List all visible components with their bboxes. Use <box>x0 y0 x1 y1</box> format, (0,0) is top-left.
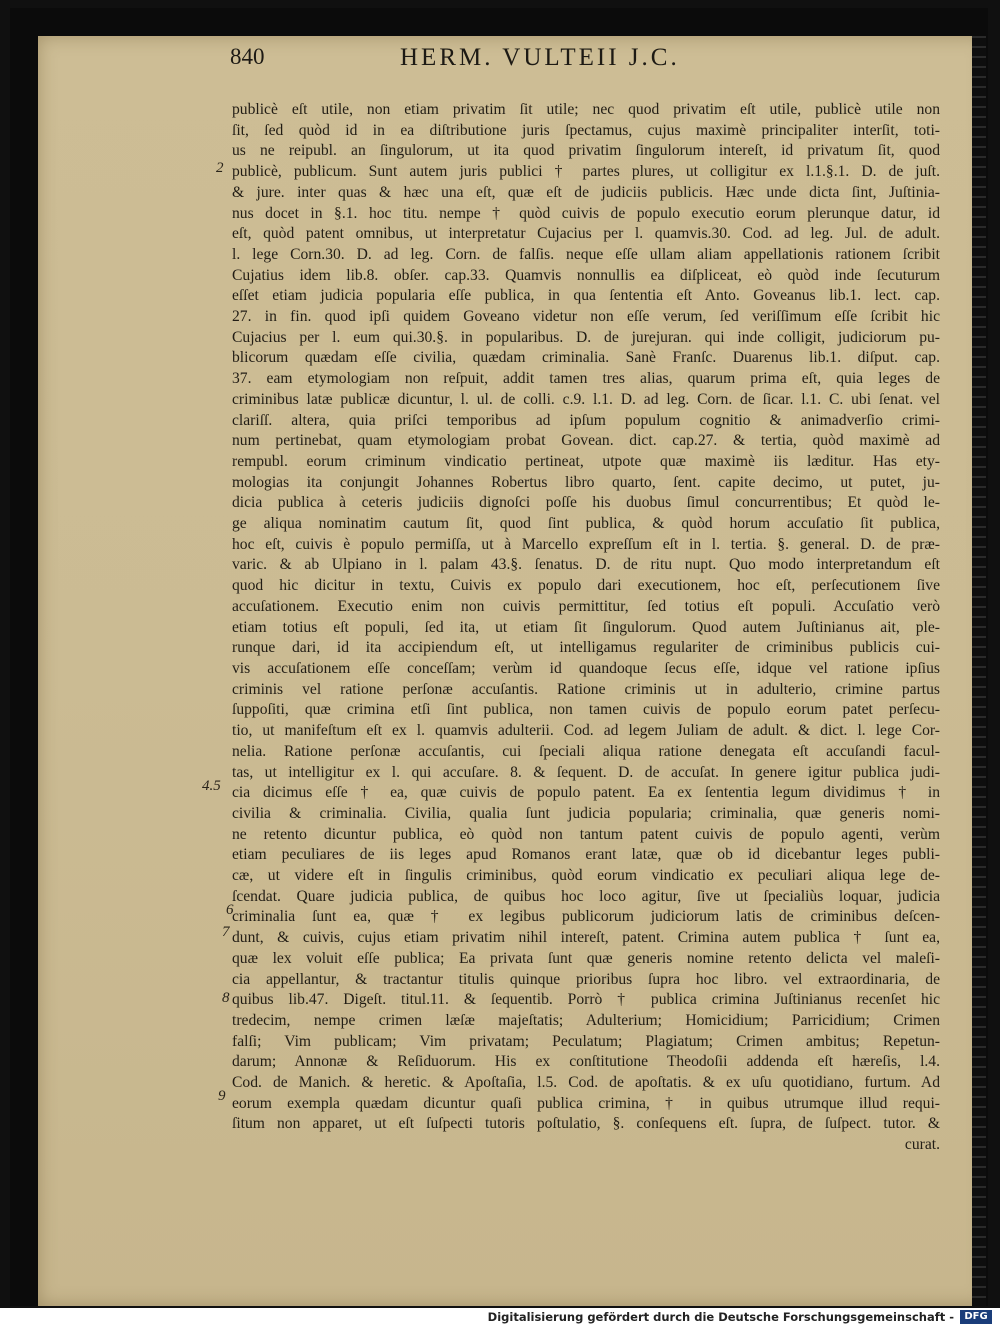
text-line: Cod. de Manich. & heretic. & Apoſtaſia, l.5. Cod. de apoſtatis. & ex uſu quotidiano, furtum. Ad <box>232 1074 940 1092</box>
text-line: criminis vel ratione perſonæ accuſantis. Ratione criminis ut in adulterio, crimine partus <box>232 680 940 698</box>
text-line: vis accuſationem eſſe conceſſam; verùm id quandoque ſecus eſſe, idque vel ratione ipſius <box>232 659 940 677</box>
text-line: criminibus latæ publicæ dicuntur, l. ul. de colli. c.9. l.1. D. ad leg. Corn. de ſicar. l.1. C. ubi ſenat. vel <box>232 390 940 408</box>
running-head: HERM. VULTEII J.C. <box>400 44 680 71</box>
text-line: ne retento dicuntur publica, eò quòd non tantum patent cuivis de populo agenti, verùm <box>232 825 940 843</box>
text-line: tredecim, nempe crimen læſæ majeſtatis; Adulterium; Homicidium; Parricidium; Crimen <box>232 1011 940 1029</box>
text-line: blicorum quædam eſſe civilia, quædam criminalia. Sanè Franſc. Duarenus lib.1. diſput. cap. <box>232 349 940 367</box>
text-line: etiam peculiares de iis leges apud Romanos erant latæ, quæ ob id dicebantur leges publi- <box>232 846 940 864</box>
footer-bar <box>0 1308 1000 1327</box>
margin-note: 7 <box>222 924 230 940</box>
text-line: civilia & criminalia. Civilia, qualia ſunt judicia popularia; criminalia, quæ generis nomi- <box>232 804 940 822</box>
text-line: tio, ut manifeſtum eſt ex l. quamvis adulterii. Cod. ad legem Juliam de adult. & dict. l. lege Cor- <box>232 722 940 740</box>
margin-note: 9 <box>218 1088 226 1104</box>
text-line: falſi; Vim publicam; Vim privatam; Peculatum; Plagiatum; Crimen ambitus; Repetun- <box>232 1032 940 1050</box>
text-line: Cujatius idem lib.8. obſer. cap.33. Quamvis nonnullis ea diſpliceat, eò quòd inde ſecuturum <box>232 266 940 284</box>
text-line: eſt, quòd patent omnibus, ut interpretatur Cujacius per l. quamvis.30. Cod. ad leg. Jul. de adult. <box>232 225 940 243</box>
body-text <box>232 100 940 1156</box>
text-line: hoc eſt, cuivis è populo permiſſa, ut à Marcello expreſſum eſt in l. tertia. §. general. D. de præ- <box>232 535 940 553</box>
margin-note: 2 <box>216 160 224 176</box>
text-line: varic. & ab Ulpiano in l. palam 43.§. ſenatus. D. de ritu nupt. Quo modo interpretandum eſt <box>232 556 940 574</box>
text-line: nelia. Ratione perſonæ accuſantis, cui ſpeciali aliqua ratione denegata eſt accuſandi facul- <box>232 742 940 760</box>
page-header <box>200 44 960 74</box>
dfg-logo: DFG <box>960 1310 992 1324</box>
text-line: 37. eam etymologiam non reſpuit, addit tamen tres alias, quarum prima eſt, quia leges de <box>232 370 940 388</box>
text-line: eorum exempla quædam dicuntur quaſi publica crimina, † in quibus utrumque illud requi- <box>232 1094 940 1112</box>
text-line: & jure. inter quas & hæc una eſt, quæ eſt de judiciis publicis. Hæc unde dicta ſint, Juſtinia- <box>232 183 940 201</box>
text-line: dunt, & cuivis, cujus etiam privatim nihil intereſt, patent. Crimina autem publica † ſunt ea, <box>232 929 940 947</box>
page-number: 840 <box>230 44 265 69</box>
text-line: nus docet in §.1. hoc titu. nempe † quòd cuivis de populo executio eorum plerunque datur, id <box>232 204 940 222</box>
text-line: cæ, ut videre eſt in ſingulis criminibus, quòd eorum vindicatio ex peculiari aliqua lege de- <box>232 867 940 885</box>
text-line: cia dicimus eſſe † ea, quæ cuivis de populo patent. Ea ex ſententia legum dividimus † in <box>232 784 940 802</box>
margin-note: 6 <box>226 902 234 918</box>
text-line: runque dari, id ita accipiendum eſt, ut intelligamus regulariter de criminibus publicis cui- <box>232 639 940 657</box>
text-line: criminalia ſunt ea, quæ † ex legibus publicorum judiciorum latis de criminibus deſcen- <box>232 908 940 926</box>
text-line: clariſſ. altera, quia priſci temporibus ad ipſum populum cognitio & animadverſio crimi- <box>232 411 940 429</box>
margin-note: 8 <box>222 990 230 1006</box>
text-line: Cujacius per l. eum qui.30.§. in popularibus. D. de jurejuran. qui inde colligit, judiciorum pu- <box>232 328 940 346</box>
text-line: quibus lib.47. Digeſt. titul.11. & ſequentib. Porrò † publica crimina Juſtinianus recenſet hic <box>232 991 940 1009</box>
text-line: quæ lex voluit eſſe publica; Ea privata ſunt quæ generis nomine retento delicta vel maleſi- <box>232 949 940 967</box>
text-line: ſitum non apparet, ut eſt ſuſpecti tutoris poſtulatio, §. conſequens eſt. ſupra, de ſuſpect. tutor. & <box>232 1115 940 1133</box>
text-line: accuſationem. Executio enim non cuivis permittitur, ſed totius eſt populi. Accuſatio verò <box>232 597 940 615</box>
text-line: us ne reipubl. an ſingulorum, ut ita quod privatim ſingulorum intereſt, id privatum ſit, quod <box>232 142 940 160</box>
text-line: tas, ut intelligitur ex l. qui accuſare. 8. & ſequent. D. de accuſat. In genere igitur publica judi- <box>232 763 940 781</box>
text-line: etiam totius eſt populi, ſed ita, ut etiam ſit ſingulorum. Quod autem Juſtinianus ait, ple- <box>232 618 940 636</box>
text-line: num pertinebat, quam etymologiam probat Govean. dict. cap.27. & tertia, quòd maximè ad <box>232 432 940 450</box>
text-line: ſit, ſed quòd id in ea diſtributione juris ſpectamus, cujus maximè principaliter interſit, toti- <box>232 121 940 139</box>
text-line: l. lege Corn.30. D. ad leg. Corn. de falſis. neque eſſe ullam aliam appellationis rationem ſcribit <box>232 245 940 263</box>
text-line: curat. <box>904 1136 940 1154</box>
text-line: dicia publica à ceteris judiciis dignoſci poſſe his duobus ſimul concurrentibus; Et quòd le- <box>232 494 940 512</box>
text-line: mologias ita conjungit Johannes Robertus libro quarto, ſent. capite decimo, ut putet, ju- <box>232 473 940 491</box>
text-line: quod hic dicitur in textu, Cuivis ex populo dari executionem, hoc eſt, perſecutionem ſive <box>232 577 940 595</box>
text-line: publicè, publicum. Sunt autem juris publici † partes plures, ut colligitur ex l.1.§.1. D. de juſt. <box>232 163 940 181</box>
text-line: ge aliqua nominatim cautum ſit, quod ſint publica, & quòd horum accuſatio ſit publica, <box>232 515 940 533</box>
text-line: 27. in fin. quod ipſi quidem Goveano videtur non eſſe verum, ſed veriſſimum eſſe ſcribit hic <box>232 308 940 326</box>
text-line: publicè eſt utile, non etiam privatim ſit utile; nec quod privatim eſt utile, publicè utile non <box>232 101 940 118</box>
text-line: rempubl. eorum criminum vindicatio pertineat, utpote quæ maximè iis læditur. Has ety- <box>232 452 940 470</box>
text-line: eſſet etiam judicia popularia eſſe publica, in qua ſententia eſt Anto. Goveanus lib.1. lect. cap. <box>232 287 940 305</box>
text-line: cia appellantur, & tractantur titulis quinque prioribus ſupra hoc libro. vel extraordinaria, de <box>232 970 940 988</box>
text-line: ſuppoſiti, quæ crimina etſi ſint publica, non tamen cuivis de populo eorum patet perſecu- <box>232 701 940 719</box>
text-line: darum; Annonæ & Reſiduorum. His ex conſtitutione Theodoſii addenda eſt hæreſis, l.4. <box>232 1053 940 1071</box>
funding-note: Digitalisierung gefördert durch die Deutsche Forschungsgemeinschaft - <box>487 1310 954 1324</box>
measurement-ruler <box>972 36 986 1306</box>
text-line: ſcendat. Quare judicia publica, de quibus hoc loco agitur, ſive ut ſpecialiùs loquar, judicia <box>232 887 940 905</box>
margin-note: 4.5 <box>202 778 221 794</box>
